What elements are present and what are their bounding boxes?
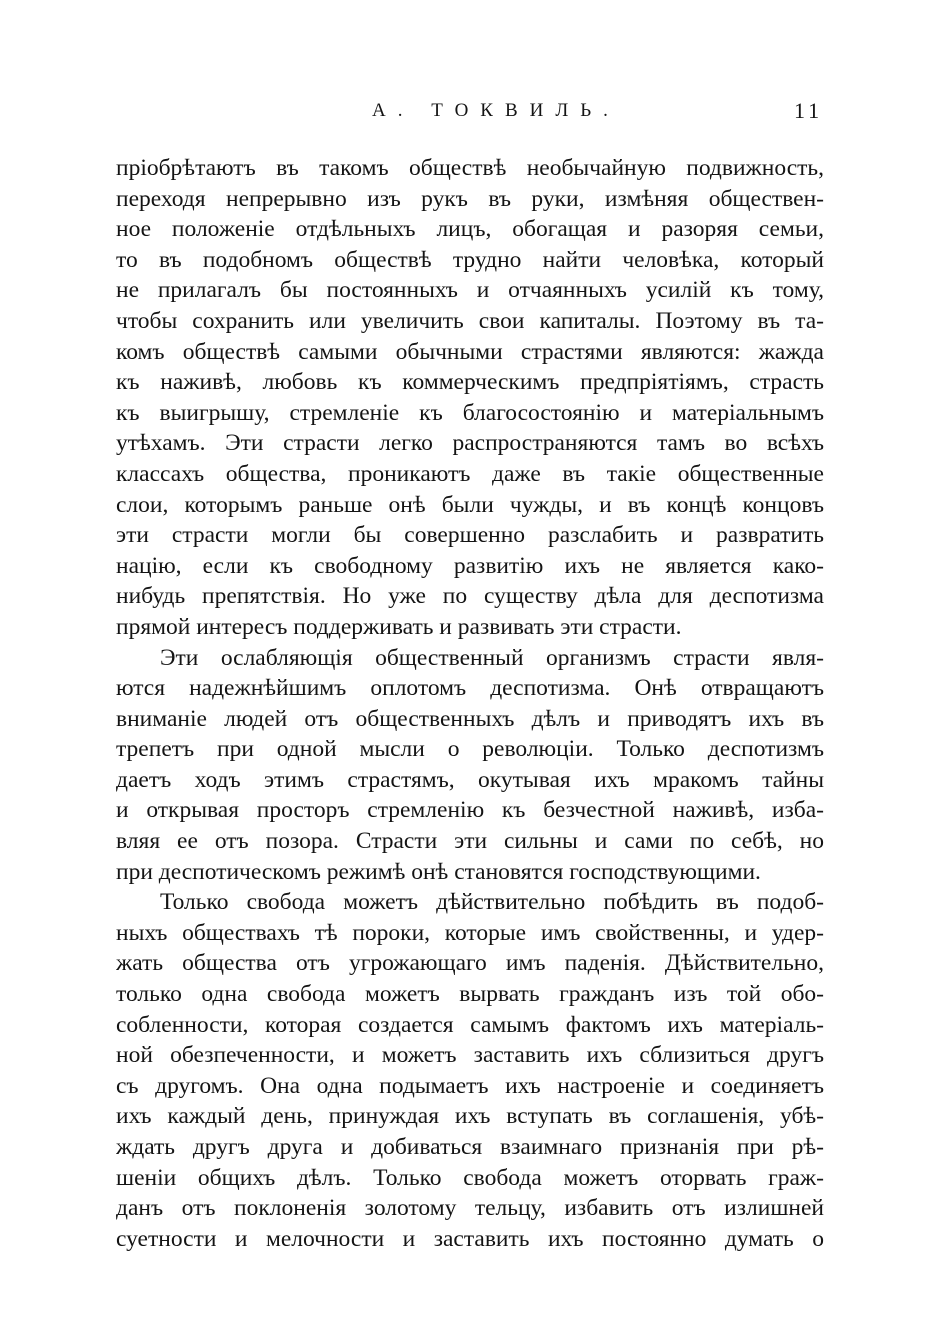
text-line: собленности, которая создается самымъ фактомъ ихъ матеріаль- [116,1011,824,1038]
text-line: ихъ каждый день, принуждая ихъ вступать въ соглашенія, убѣ- [116,1103,824,1130]
text-line: вниманіе людей отъ общественныхъ дѣлъ и приводятъ ихъ въ [116,705,824,732]
text-line: жать общества отъ угрожающаго имъ паденія. Дѣйствительно, [116,950,824,977]
text-line: и открывая просторъ стремленію къ безчестной наживѣ, избa- [116,797,824,824]
text-line: ждать другъ друга и добиваться взаимнаго признанія при рѣ- [116,1134,824,1160]
text-line: слои, которымъ раньше онѣ были чужды, и въ концѣ концовъ [116,491,824,518]
text-line: съ другомъ. Она одна подымаетъ ихъ настроеніе и соединяетъ [116,1072,824,1099]
page-number: 11 [794,98,824,123]
text-line: утѣхамъ. Эти страсти легко распространяются тамъ во всѣхъ [116,430,824,457]
text-line: ное положеніе отдѣльныхъ лицъ, обогащая и разоряя семьи, [116,216,824,243]
text-line: только одна свобода можетъ вырвать гражданъ изъ той обо- [116,981,824,1008]
text-line: Эти ослабляющія общественный организмъ страсти явля- [160,644,824,671]
text-line: даетъ ходъ этимъ страстямъ, окутывая ихъ мракомъ тайны [116,766,824,793]
text-line: пріобрѣтаютъ въ такомъ обществѣ необычайную подвижность, [116,155,824,181]
body-text [116,153,824,1254]
text-line: Только свобода можетъ дѣйствительно побѣдить въ подоб- [160,889,824,916]
text-line: ной обезпеченности, и можетъ заставить ихъ сблизиться другъ [116,1042,824,1069]
text-line: данъ отъ поклоненія золотому тельцу, избавить отъ излишней [116,1195,824,1222]
text-line: трепетъ при одной мысли о революціи. Только деспотизмъ [116,736,824,763]
text-line: при деспотическомъ режимѣ онѣ становятся господствующими. [116,858,761,885]
text-line: шеніи общихъ дѣлъ. Только свобода можетъ оторвать граж- [116,1164,824,1191]
text-line: классахъ общества, проникаютъ даже въ такіе общественные [116,460,824,487]
text-line: къ выигрышу, стремленіе къ благосостоянію и матеріальнымъ [116,399,824,426]
text-line: ются надежнѣйшимъ оплотомъ деспотизма. Онѣ отвращаютъ [116,675,824,702]
text-line: чтобы сохранить или увеличить свои капиталы. Поэтому въ та- [116,307,824,334]
text-line: суетности и мелочности и заставить ихъ постоянно думать о [116,1225,824,1252]
text-line: эти страсти могли бы совершенно разслабить и развратить [116,522,824,549]
text-line: къ наживѣ, любовь къ коммерческимъ предпріятіямъ, страсть [116,369,824,396]
text-line: комъ обществѣ самыми обычными страстями являются: жажда [116,338,824,365]
text-line: переходя непрерывно изъ рукъ въ руки, измѣняя обществен- [116,185,824,212]
text-line: то въ подобномъ обществѣ трудно найти человѣка, который [116,246,824,273]
text-line: прямой интересъ поддерживать и развивать эти страсти. [116,613,682,640]
text-line: націю, если къ свободному развитію ихъ не является како- [116,552,824,579]
text-line: нибудь препятствія. Но уже по существу дѣла для деспотизма [116,583,824,610]
text-line: вляя ее отъ позора. Страсти эти сильны и сами по себѣ, но [116,828,824,855]
text-line: не прилагалъ бы постоянныхъ и отчаянныхъ усилій къ тому, [116,277,824,304]
running-title: А. ТОКВИЛЬ. [372,100,620,121]
text-line: ныхъ обществахъ тѣ пороки, которые имъ свойственны, и удер- [116,919,824,946]
